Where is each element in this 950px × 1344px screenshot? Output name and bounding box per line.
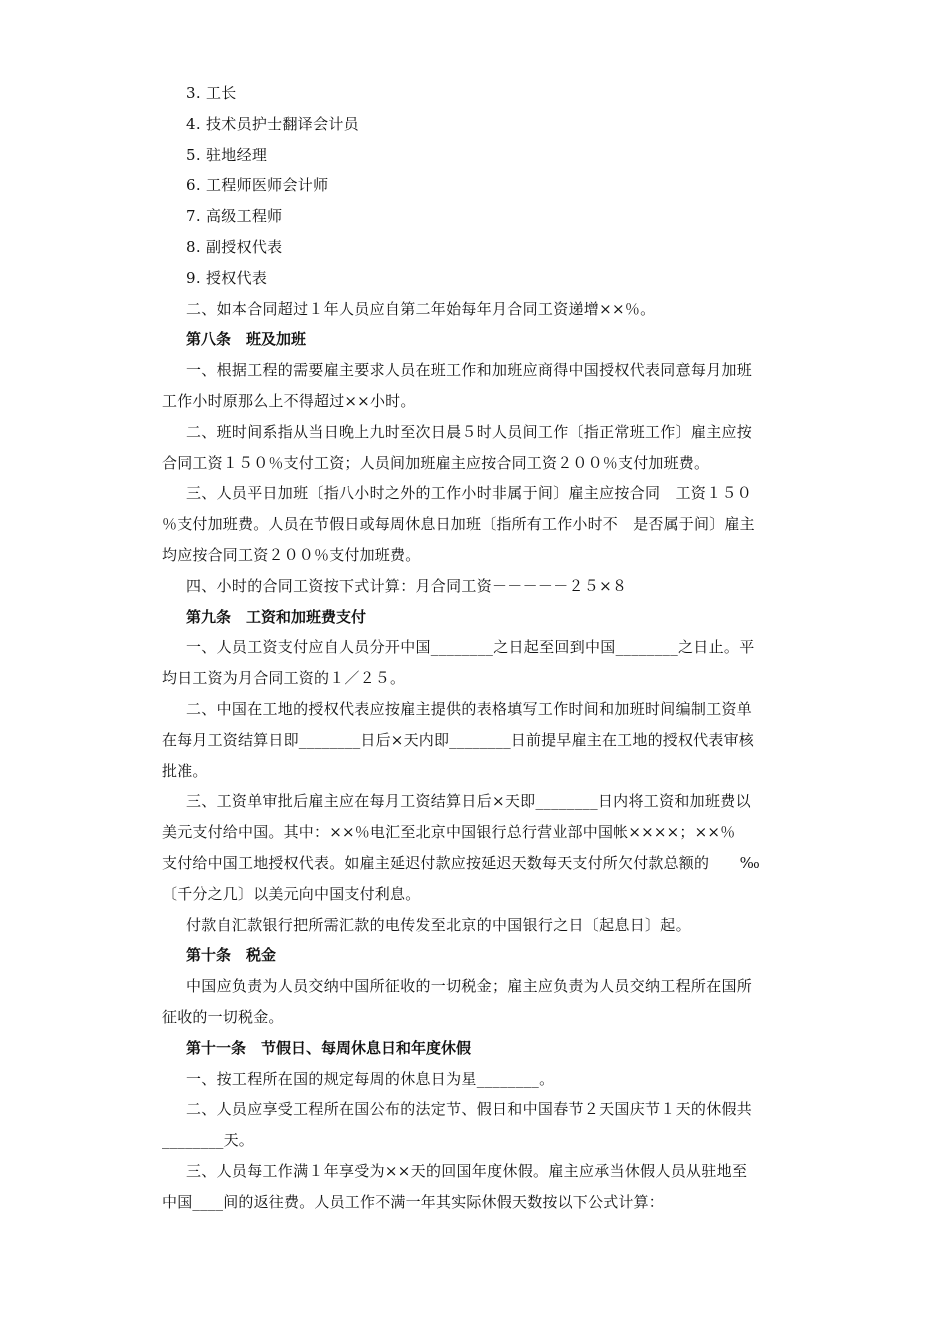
article-8-paragraph-2-cont: 合同工资１５０％支付工资；人员间加班雇主应按合同工资２００％支付加班费。 [162, 453, 710, 472]
article-8-paragraph-1: 一、根据工程的需要雇主要求人员在班工作和加班应商得中国授权代表同意每月加班 [186, 361, 753, 380]
article-11-paragraph-3: 三、人员每工作满１年享受为××天的回国年度休假。雇主应承当休假人员从驻地至 [186, 1161, 748, 1180]
list-item: 3. 工长 [186, 84, 237, 102]
article-8-paragraph-3-cont: ％支付加班费。人员在节假日或每周休息日加班〔指所有工作小时不 是否属于间〕雇主 [162, 515, 755, 534]
article-8-heading: 第八条 班及加班 [186, 330, 307, 349]
article-8-paragraph-3-cont: 均应按合同工资２００％支付加班费。 [162, 545, 421, 564]
article-9-paragraph-2: 二、中国在工地的授权代表应按雇主提供的表格填写工作时间和加班时间编制工资单 [186, 699, 753, 718]
article-11-paragraph-3-cont: 中国____间的返往费。人员工作不满一年其实际休假天数按以下公式计算： [162, 1192, 665, 1211]
article-11-heading: 第十一条 节假日、每周休息日和年度休假 [186, 1038, 472, 1057]
article-10-heading: 第十条 税金 [186, 946, 277, 965]
article-9-heading: 第九条 工资和加班费支付 [186, 607, 367, 626]
article-9-paragraph-2-cont: 批准。 [162, 761, 208, 780]
article-9-paragraph-3: 三、工资单审批后雇主应在每月工资结算日后×天即________日内将工资和加班费以 [186, 792, 751, 811]
paragraph-salary-raise: 二、如本合同超过１年人员应自第二年始每年月合同工资递增××％。 [186, 299, 656, 318]
article-11-paragraph-1: 一、按工程所在国的规定每周的休息日为星________。 [186, 1069, 555, 1088]
list-item: 5. 驻地经理 [186, 145, 268, 164]
article-8-paragraph-1-cont: 工作小时原那么上不得超过××小时。 [162, 391, 416, 410]
article-9-paragraph-3-cont: 美元支付给中国。其中：××％电汇至北京中国银行总行营业部中国帐××××；××％ [162, 823, 736, 842]
article-10-paragraph-1: 中国应负责为人员交纳中国所征收的一切税金；雇主应负责为人员交纳工程所在国所 [186, 977, 753, 996]
article-9-paragraph-1: 一、人员工资支付应自人员分开中国________之日起至回到中国________之日止。平 [186, 638, 755, 657]
list-item: 7. 高级工程师 [186, 207, 283, 226]
list-item: 8. 副授权代表 [186, 237, 283, 256]
list-item: 9. 授权代表 [186, 268, 268, 287]
article-8-paragraph-4: 四、小时的合同工资按下式计算：月合同工资－－－－－２５×８ [186, 576, 628, 595]
article-8-paragraph-2: 二、班时间系指从当日晚上九时至次日晨５时人员间工作〔指正常班工作〕雇主应按 [186, 422, 753, 441]
article-8-paragraph-3: 三、人员平日加班〔指八小时之外的工作小时非属于间〕雇主应按合同 工资１５０ [186, 484, 753, 503]
list-item: 4. 技术员护士翻译会计员 [186, 114, 359, 133]
article-9-paragraph-1-cont: 均日工资为月合同工资的１／２５。 [162, 669, 406, 688]
article-11-paragraph-2-cont: ________天。 [162, 1131, 255, 1150]
article-11-paragraph-2: 二、人员应享受工程所在国公布的法定节、假日和中国春节２天国庆节１天的休假共 [186, 1100, 753, 1119]
article-9-paragraph-4: 付款自汇款银行把所需汇款的电传发至北京的中国银行之日〔起息日〕起。 [186, 915, 691, 934]
article-9-paragraph-2-cont: 在每月工资结算日即________日后×天内即________日前提早雇主在工地的授权代表审核 [162, 730, 754, 749]
article-10-paragraph-1-cont: 征收的一切税金。 [162, 1007, 284, 1026]
list-item: 6. 工程师医师会计师 [186, 176, 329, 195]
document-body [162, 78, 806, 1217]
article-9-paragraph-3-cont: 〔千分之几〕以美元向中国支付利息。 [162, 884, 421, 903]
article-9-paragraph-3-cont: 支付给中国工地授权代表。如雇主延迟付款应按延迟天数每天支付所欠付款总额的 ‰ [162, 853, 760, 872]
